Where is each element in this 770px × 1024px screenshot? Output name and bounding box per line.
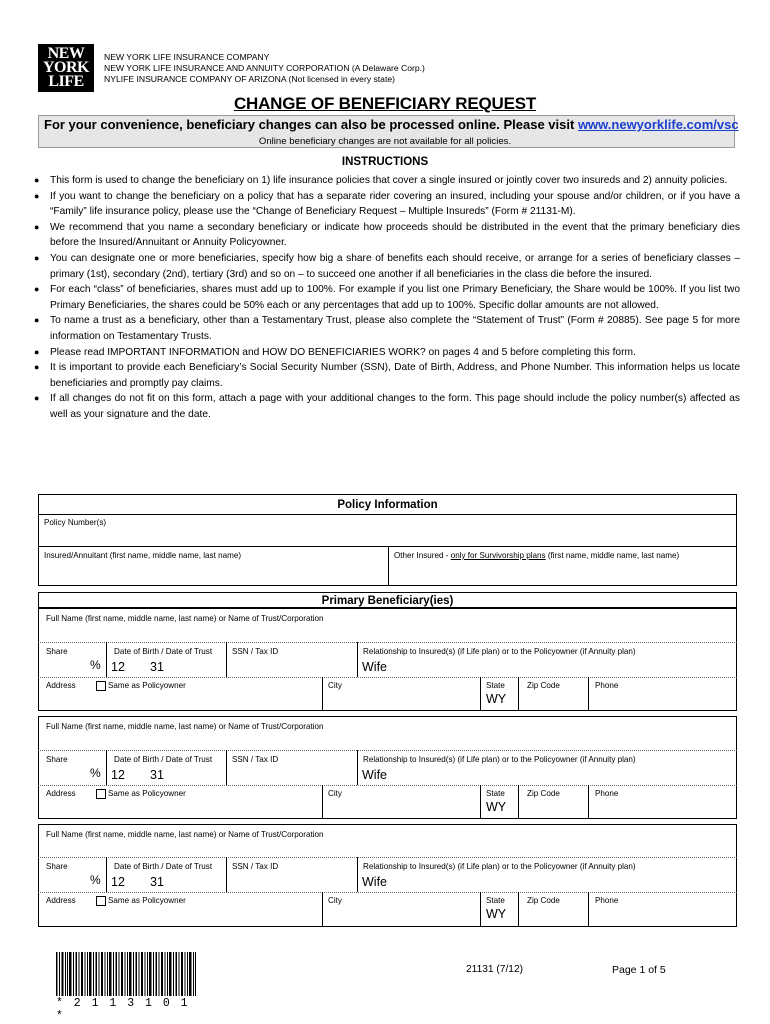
instruction-item: ● Please read IMPORTANT INFORMATION and HOW DO BENEFICIARIES WORK? on pages 4 and 5 before completing this form. bbox=[30, 345, 740, 361]
percent-sign: % bbox=[90, 658, 101, 672]
bullet-icon: ● bbox=[34, 315, 40, 326]
insured-label: Insured/Annuitant (first name, middle name, last name) bbox=[44, 551, 242, 560]
divider bbox=[357, 857, 358, 892]
state-value[interactable]: WY bbox=[486, 692, 507, 706]
share-label: Share bbox=[46, 647, 68, 656]
share-label: Share bbox=[46, 755, 68, 764]
instruction-item: ● To name a trust as a beneficiary, other than a Testamentary Trust, please also complete the “Statement of Trust” (Form # 20885). See page 5 for more information on Testamentary Trusts. bbox=[34, 315, 740, 342]
instruction-item: ● This form is used to change the beneficiary on 1) life insurance policies that cover a single insured or jointly cover two insureds and 2) annuity policies. bbox=[30, 173, 740, 189]
ssn-label: SSN / Tax ID bbox=[232, 647, 279, 656]
same-as-policyowner-checkbox[interactable] bbox=[96, 681, 106, 691]
policy-info-title: Policy Information bbox=[337, 499, 438, 511]
relationship-label: Relationship to Insured(s) (if Life plan) or to the Policyowner (if Annuity plan) bbox=[363, 862, 636, 871]
relationship-value[interactable]: Wife bbox=[362, 875, 387, 889]
other-insured-label: Other Insured - only for Survivorship plans (first name, middle name, last name) bbox=[394, 551, 680, 560]
divider bbox=[38, 750, 737, 751]
address-label: Address bbox=[46, 681, 76, 690]
company-name-3: NYLIFE INSURANCE COMPANY OF ARIZONA (Not licensed in every state) bbox=[104, 74, 395, 84]
instruction-item: ● It is important to provide each Beneficiary’s Social Security Number (SSN), Date of Birth, Address, and Phone Number. This information helps us locate beneficiaries and promptly pay claims. bbox=[34, 362, 740, 389]
bullet-icon: ● bbox=[34, 284, 40, 295]
dob-label: Date of Birth / Date of Trust bbox=[114, 862, 213, 871]
divider bbox=[480, 892, 481, 927]
divider bbox=[322, 892, 323, 927]
city-label: City bbox=[328, 789, 342, 798]
barcode-number: * 2 1 1 3 1 0 1 * bbox=[56, 997, 190, 1023]
instruction-item: ● We recommend that you name a secondary beneficiary or indicate how proceeds should be distributed in the event that the primary beneficiary dies before the Insured/Annuitant or Annuity Policyowner. bbox=[34, 221, 740, 249]
percent-sign: % bbox=[90, 873, 101, 887]
divider bbox=[588, 677, 589, 711]
primary-beneficiaries-title: Primary Beneficiary(ies) bbox=[321, 595, 454, 607]
relationship-label: Relationship to Insured(s) (if Life plan) or to the Policyowner (if Annuity plan) bbox=[363, 647, 636, 656]
divider bbox=[106, 642, 107, 677]
same-as-policyowner-label: Same as Policyowner bbox=[108, 681, 186, 690]
zip-label: Zip Code bbox=[527, 681, 560, 690]
dob-month[interactable]: 12 bbox=[111, 875, 125, 889]
full-name-label: Full Name (first name, middle name, last name) or Name of Trust/Corporation bbox=[46, 722, 324, 731]
zip-label: Zip Code bbox=[527, 896, 560, 905]
bullet-icon: ● bbox=[34, 346, 40, 357]
form-number: 21131 (7/12) bbox=[466, 964, 524, 975]
ssn-field[interactable] bbox=[230, 766, 354, 783]
full-name-field[interactable] bbox=[40, 624, 735, 641]
policy-numbers-label: Policy Number(s) bbox=[44, 518, 107, 527]
divider bbox=[226, 642, 227, 677]
divider bbox=[480, 785, 481, 819]
same-as-policyowner-checkbox[interactable] bbox=[96, 789, 106, 799]
divider bbox=[518, 892, 519, 927]
bullet-icon: ● bbox=[34, 221, 40, 232]
relationship-value[interactable]: Wife bbox=[362, 768, 387, 782]
instruction-item: ● If all changes do not fit on this form, attach a page with your additional changes to the form. This page should include the policy number(s) affected as well as your signature and the date. bbox=[34, 393, 740, 420]
state-label: State bbox=[486, 681, 505, 690]
relationship-label: Relationship to Insured(s) (if Life plan) or to the Policyowner (if Annuity plan) bbox=[363, 755, 636, 764]
divider bbox=[322, 785, 323, 819]
percent-sign: % bbox=[90, 766, 101, 780]
divider bbox=[106, 857, 107, 892]
online-note: Online beneficiary changes are not available for all policies. bbox=[258, 136, 512, 147]
dob-label: Date of Birth / Date of Trust bbox=[114, 755, 213, 764]
full-name-label: Full Name (first name, middle name, last name) or Name of Trust/Corporation bbox=[46, 830, 324, 839]
state-label: State bbox=[486, 789, 505, 798]
divider bbox=[588, 892, 589, 927]
instruction-item: ● If you want to change the beneficiary on a policy that has a separate rider covering an insured, including your spouse and/or children, or if you have a “Family” life insurance policy, please use the “Change of Beneficiary Request – Multiple Insureds” (Form # 21131-M). bbox=[34, 190, 740, 218]
divider bbox=[518, 785, 519, 819]
divider bbox=[106, 750, 107, 785]
state-value[interactable]: WY bbox=[486, 907, 507, 921]
zip-label: Zip Code bbox=[527, 789, 560, 798]
divider bbox=[322, 677, 323, 711]
divider bbox=[357, 642, 358, 677]
instruction-item: ● You can designate one or more beneficiaries, specify how big a share of benefits each should receive, or arrange for a series of beneficiary classes – primary (1st), secondary (2nd), tertiary (3rd) and so on – to succeed one another if all beneficiaries in the class die before the insured. bbox=[34, 252, 740, 280]
bullet-icon: ● bbox=[34, 175, 40, 185]
address-label: Address bbox=[46, 896, 76, 905]
bullet-icon: ● bbox=[34, 362, 40, 373]
instructions-heading: INSTRUCTIONS bbox=[341, 156, 429, 168]
online-link[interactable]: www.newyorklife.com/vsc bbox=[577, 117, 739, 132]
share-label: Share bbox=[46, 862, 68, 871]
city-label: City bbox=[328, 681, 342, 690]
phone-label: Phone bbox=[595, 896, 619, 905]
ssn-field[interactable] bbox=[230, 658, 354, 675]
company-name-1: NEW YORK LIFE INSURANCE COMPANY bbox=[104, 52, 270, 62]
full-name-label: Full Name (first name, middle name, last name) or Name of Trust/Corporation bbox=[46, 614, 324, 623]
ssn-label: SSN / Tax ID bbox=[232, 755, 279, 764]
divider bbox=[518, 677, 519, 711]
form-title: CHANGE OF BENEFICIARY REQUEST bbox=[233, 94, 537, 113]
company-name-2: NEW YORK LIFE INSURANCE AND ANNUITY CORPORATION (A Delaware Corp.) bbox=[104, 63, 425, 73]
online-notice: For your convenience, beneficiary changes can also be processed online. Please visit www.newyorklife.com/vsc bbox=[44, 117, 739, 132]
dob-month[interactable]: 12 bbox=[111, 660, 125, 674]
same-as-policyowner-label: Same as Policyowner bbox=[108, 896, 186, 905]
divider bbox=[226, 750, 227, 785]
divider bbox=[480, 677, 481, 711]
divider bbox=[388, 546, 389, 586]
full-name-field[interactable] bbox=[40, 840, 735, 857]
dob-label: Date of Birth / Date of Trust bbox=[114, 647, 213, 656]
insured-name-field[interactable] bbox=[40, 562, 385, 584]
barcode-icon bbox=[56, 952, 196, 996]
phone-label: Phone bbox=[595, 789, 619, 798]
same-as-policyowner-checkbox[interactable] bbox=[96, 896, 106, 906]
divider bbox=[588, 785, 589, 819]
same-as-policyowner-label: Same as Policyowner bbox=[108, 789, 186, 798]
instruction-item: ● For each “class” of beneficiaries, shares must add up to 100%. For example if you list one Primary Beneficiary, the Share would be 100%. If you list two Primary Beneficiaries, the shares could be 50% each or any percentages that add up to 100%. Specific dollar amounts are not allowed. bbox=[34, 284, 740, 311]
new-york-life-logo: NEW YORK LIFE bbox=[38, 44, 94, 92]
ssn-label: SSN / Tax ID bbox=[232, 862, 279, 871]
address-label: Address bbox=[46, 789, 76, 798]
divider bbox=[226, 857, 227, 892]
dob-day[interactable]: 31 bbox=[150, 660, 164, 674]
dob-month[interactable]: 12 bbox=[111, 768, 125, 782]
state-label: State bbox=[486, 896, 505, 905]
ssn-field[interactable] bbox=[230, 873, 354, 890]
other-insured-field[interactable] bbox=[392, 562, 735, 584]
phone-label: Phone bbox=[595, 681, 619, 690]
full-name-field[interactable] bbox=[40, 732, 735, 749]
divider bbox=[38, 677, 737, 678]
bullet-icon: ● bbox=[34, 252, 40, 263]
city-label: City bbox=[328, 896, 342, 905]
divider bbox=[38, 785, 737, 786]
bullet-icon: ● bbox=[34, 393, 40, 404]
divider bbox=[38, 892, 737, 893]
page-number: Page 1 of 5 bbox=[612, 964, 666, 976]
state-value[interactable]: WY bbox=[486, 800, 507, 814]
divider bbox=[38, 514, 737, 515]
divider bbox=[357, 750, 358, 785]
divider bbox=[38, 857, 737, 858]
policy-numbers-field[interactable] bbox=[40, 528, 735, 545]
dob-day[interactable]: 31 bbox=[150, 768, 164, 782]
instructions-list bbox=[30, 173, 740, 423]
dob-day[interactable]: 31 bbox=[150, 875, 164, 889]
relationship-value[interactable]: Wife bbox=[362, 660, 387, 674]
bullet-icon: ● bbox=[34, 190, 40, 201]
divider bbox=[38, 642, 737, 643]
